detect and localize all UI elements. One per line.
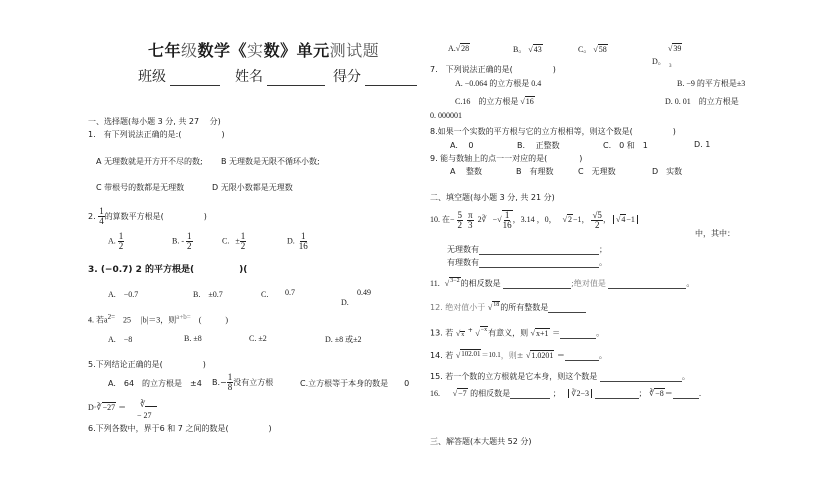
- q7-option-a: A. −0.064 的立方根是 0.4: [455, 79, 542, 88]
- radicand: 102.01: [461, 350, 481, 358]
- q7-option-d: D. 0. 01 的立方根是: [665, 97, 739, 106]
- q1-stem: 1. 有下列说法正确的是:( ): [88, 130, 225, 139]
- class-blank[interactable]: [170, 73, 220, 86]
- q14-text: ，则±: [500, 351, 524, 360]
- punctuation: 。: [599, 258, 607, 267]
- q6-option-b: [513, 44, 543, 55]
- square-root: √x+1: [530, 328, 549, 338]
- option-label: B。: [513, 45, 527, 54]
- q4-text: ( ): [190, 315, 229, 325]
- radicand: 27: [143, 411, 152, 420]
- plus-sign: +: [467, 327, 473, 334]
- square-root: √39: [668, 44, 682, 53]
- radicand: −8: [655, 389, 664, 398]
- minus-sign: −: [492, 214, 498, 224]
- radicand: x: [461, 331, 465, 338]
- radicand: 28: [461, 44, 470, 53]
- q16-number: 16.: [430, 389, 440, 398]
- radicand: 4: [621, 214, 626, 224]
- fraction: [240, 232, 247, 251]
- score-label: 得分: [333, 69, 361, 85]
- radicand: 16: [525, 97, 534, 106]
- q6-option-a: [448, 44, 470, 53]
- punctuation: 。: [596, 328, 605, 338]
- fraction: [457, 211, 464, 230]
- q13: [430, 327, 604, 339]
- q12-blank[interactable]: [548, 302, 586, 313]
- q2-stem-text: 的算数平方根是( ): [104, 212, 207, 221]
- irrational-blank[interactable]: [479, 244, 599, 255]
- option-label: D·: [88, 403, 97, 412]
- q16-blank-2[interactable]: [595, 388, 639, 399]
- radicand: −27: [102, 403, 116, 412]
- equals: ＝: [556, 351, 565, 360]
- q3-option-d-label: D.: [341, 298, 349, 307]
- class-field: [138, 66, 220, 86]
- irrational-label: 无理数有: [447, 245, 479, 254]
- q15-text: 15. 若一个数的立方根就是它本身，则这个数是: [430, 372, 598, 381]
- title-part: 级: [181, 41, 198, 60]
- q1-option-a: A 无理数就是开方开不尽的数;: [96, 157, 203, 166]
- radicand: 43: [533, 45, 542, 54]
- q10-suffix: 中，其中：: [695, 229, 735, 238]
- q11-absolute-blank[interactable]: [608, 278, 686, 289]
- equals: ＝: [552, 328, 561, 338]
- denominator: 2: [187, 241, 192, 251]
- q3-option-d-value: 0.49: [357, 288, 371, 297]
- fraction: [299, 232, 308, 251]
- q10-values: ，3.14 ，0，: [512, 214, 557, 224]
- q13-blank[interactable]: [560, 328, 596, 339]
- square-root: √$^{18}$: [487, 302, 500, 312]
- q7-option-b: B. −9 的平方根是±3: [677, 79, 746, 88]
- option-label: B.−: [212, 378, 227, 387]
- square-root: √43: [528, 45, 542, 54]
- q6-option-d-index: 3: [669, 64, 672, 69]
- title-part: 七年: [148, 41, 182, 60]
- numerator: 1: [118, 231, 124, 241]
- q9-option-d: D 实数: [652, 167, 683, 176]
- q11-text: ;绝对值是: [571, 279, 606, 288]
- option-label: D.: [287, 236, 295, 246]
- square-root: √16: [520, 97, 534, 106]
- q11-opposite-blank[interactable]: [503, 278, 571, 289]
- radicand: 2: [576, 389, 581, 398]
- square-root: √2: [562, 214, 572, 224]
- punctuation: 。: [686, 279, 695, 288]
- punctuation: .: [698, 389, 702, 398]
- punctuation: 。: [598, 351, 607, 360]
- radicand: 18: [493, 302, 500, 308]
- denominator: 16: [502, 220, 512, 230]
- q2-option-c: [222, 232, 246, 251]
- q3-option-c-value: 0.7: [285, 288, 295, 297]
- q5-option-d-rhs-bottom: [137, 411, 152, 420]
- q12: [430, 302, 586, 313]
- exponent: 2=: [107, 313, 116, 321]
- q2-number: 2.: [88, 212, 96, 221]
- q8-option-a: A. 0: [450, 141, 474, 150]
- q16-term: −3: [580, 389, 589, 398]
- square-root: √58: [593, 45, 607, 54]
- cube-root: ∛−8: [649, 389, 664, 398]
- q4-option-c: C. ±2: [249, 334, 267, 343]
- square-root: √−7: [452, 389, 467, 398]
- numerator: π: [468, 209, 473, 220]
- denominator: 16: [298, 241, 308, 251]
- radicand: 3−2: [450, 278, 460, 284]
- q3-stem: 3. (−0.7) 2 的平方根是( )(: [88, 265, 248, 275]
- square-root: √102.01: [455, 350, 481, 360]
- q15-blank[interactable]: [600, 371, 682, 382]
- q8-option-c: C. 0 和 1: [603, 141, 648, 150]
- q5-option-c: C.立方根等于本身的数是 0: [300, 379, 410, 388]
- numerator: 1: [99, 206, 104, 216]
- q2-option-d: [287, 232, 308, 251]
- option-text: 没有立方根: [233, 378, 274, 387]
- q2-option-b: [172, 232, 193, 251]
- q6-stem: 6.下列各数中，界于6 和 7 之间的数是( ): [88, 424, 272, 433]
- score-field: [333, 66, 417, 86]
- q6-option-d-root: [668, 44, 682, 53]
- square-root: √ $\frac{1}{16}$: [497, 210, 512, 230]
- option-label: C.: [222, 236, 230, 246]
- q11-number: 11.: [430, 279, 440, 288]
- punctuation: ；: [599, 245, 607, 254]
- q1-option-b: B 无理数是无限不循环小数;: [221, 157, 320, 166]
- q5-stem: 5.下列结论正确的是( ): [88, 360, 206, 369]
- numerator: √5: [592, 209, 602, 220]
- absolute-value: ∛2−3: [568, 389, 592, 398]
- plus-minus: ±: [235, 236, 240, 246]
- q5-option-a: A. 64 的立方根是 ±4: [108, 379, 202, 388]
- q4-text: 4. 若a: [88, 315, 108, 325]
- section2-heading: 二、填空题(每小题 3 分, 共 21 分): [430, 193, 555, 202]
- radicand: −x: [480, 327, 488, 333]
- q16-blank-1[interactable]: [510, 388, 550, 399]
- radicand: 39: [673, 44, 682, 53]
- absolute-value: [613, 215, 638, 224]
- cube-root-term: 2∛: [477, 214, 487, 224]
- title-part: 实: [247, 41, 264, 60]
- q2-option-a: [108, 232, 124, 251]
- equals: ＝: [664, 389, 673, 398]
- denominator: 2: [594, 219, 600, 230]
- punctuation: 。: [681, 372, 690, 381]
- q10-irrational-line: [447, 244, 607, 255]
- square-root: √$^{-x}$: [475, 327, 488, 338]
- name-label: 姓名: [235, 69, 263, 85]
- fraction: [186, 232, 193, 251]
- class-label: 班级: [138, 69, 166, 85]
- q8-option-d: D. 1: [694, 140, 711, 149]
- q12-text: 的所有整数是: [500, 303, 549, 312]
- numerator: 1: [240, 231, 246, 241]
- fraction: [467, 211, 474, 230]
- q11-text: 的相反数是: [460, 279, 501, 288]
- q10-term: −1，: [572, 214, 590, 224]
- q1-option-c: C 带根号的数都是无理数: [96, 183, 185, 192]
- square-root: √$^{3-2}$: [444, 278, 460, 288]
- denominator: 8: [227, 382, 233, 392]
- numerator: 1: [504, 210, 510, 220]
- q7-option-d-cont: 0. 000001: [430, 111, 462, 120]
- radical-bar: [145, 406, 157, 407]
- q6-option-c: [578, 44, 608, 55]
- q14-equation: ＝10.1: [481, 351, 501, 359]
- q9-option-b: B 有理数: [516, 167, 554, 176]
- q14-blank[interactable]: [565, 350, 599, 361]
- q7-option-c: [455, 96, 535, 107]
- q16-text: 的相反数是: [470, 389, 511, 398]
- q12-text: 12. 绝对值小于: [430, 303, 486, 312]
- radicand: 2: [567, 214, 572, 224]
- q8-option-b: B. 正整数: [517, 141, 560, 150]
- q4-option-a: A. −8: [108, 335, 133, 344]
- numerator: 5: [457, 209, 463, 220]
- q13-text: 有意义，则: [488, 328, 529, 338]
- square-root: √4: [615, 214, 626, 224]
- q14-text: 14. 若: [430, 351, 454, 360]
- q10-rational-line: [447, 257, 607, 268]
- q11: [430, 278, 694, 289]
- radicand: x+1: [536, 328, 549, 338]
- section3-heading: 三、解答题(本大题共 52 分): [430, 437, 532, 446]
- rational-blank[interactable]: [479, 257, 599, 268]
- q5-option-d: [88, 402, 126, 413]
- rational-label: 有理数有: [447, 258, 479, 267]
- q3-option-c-label: C.: [261, 290, 269, 299]
- q5-option-d-rhs: [140, 400, 157, 409]
- q16: [430, 388, 701, 399]
- q9-stem: 9. 能与数轴上的点一一对应的是( ): [430, 154, 583, 163]
- page-title: [148, 38, 379, 61]
- radicand: 1.0201: [531, 351, 554, 360]
- q5-option-b: [212, 373, 273, 392]
- denominator: 3: [468, 219, 473, 230]
- q14: [430, 350, 607, 361]
- punctuation: ；: [638, 389, 647, 398]
- denominator: 2: [118, 241, 124, 251]
- option-label: C。: [578, 45, 592, 54]
- option-label: C.16 的立方根是: [455, 97, 519, 106]
- option-label: A.: [108, 236, 116, 246]
- title-part: 测试题: [329, 41, 380, 60]
- radicand: 58: [598, 45, 607, 54]
- square-root: √1.0201: [525, 351, 554, 360]
- q8-stem: 8.如果一个实数的平方根与它的立方根相等，则这个数是( ): [430, 127, 676, 136]
- punctuation: ；: [552, 389, 561, 398]
- numerator: 1: [227, 372, 233, 382]
- q9-option-a: A 整数: [450, 167, 483, 176]
- cube-root: ∛: [140, 400, 157, 409]
- q10-prefix: 10. 在−: [430, 214, 455, 224]
- square-root: √28: [455, 44, 470, 53]
- option-label: A.: [448, 44, 456, 53]
- q1-option-d: D 无限小数都是无理数: [212, 183, 293, 192]
- title-part: 数》单元: [263, 41, 330, 60]
- denominator: 4: [99, 216, 104, 226]
- q3-option-b: B. ±0.7: [193, 290, 223, 299]
- q10-stem: 10. 在− $\frac{5}{2}$ $\frac{\pi}{3}$ 2∛ −√ $\frac{1}{16}$ ，3.14 ，0， √2−1， $\frac{√5}{2}$ ， √4−1: [430, 210, 638, 230]
- numerator: 1: [187, 231, 192, 241]
- q2-stem: [88, 207, 207, 226]
- square-root: √x: [455, 328, 465, 338]
- q3-option-a: A. −0.7: [108, 290, 139, 299]
- fraction: [591, 211, 602, 230]
- section1-heading: 一、选择题(每小题 3 分, 共 27 分): [88, 117, 221, 126]
- name-blank[interactable]: [267, 73, 325, 86]
- denominator: 2: [457, 219, 463, 230]
- q4-option-b: B. ±8: [184, 334, 202, 343]
- numerator: 1: [301, 231, 306, 241]
- q6-option-d-label: D。: [652, 57, 666, 66]
- equals: ＝: [118, 403, 127, 412]
- q16-blank-3[interactable]: [673, 388, 699, 399]
- q9-option-c: C 无理数: [578, 167, 616, 176]
- q4-stem: [88, 313, 228, 326]
- q4-text: 25 |b|＝3，则: [115, 315, 177, 325]
- q4-option-d: D. ±8 或±2: [325, 335, 362, 344]
- cube-root: ∛−27: [96, 403, 116, 412]
- denominator: 2: [240, 241, 246, 251]
- radicand: −7: [458, 389, 467, 398]
- q7-stem: 7. 下列说法正确的是( ): [430, 65, 556, 74]
- fraction: [118, 232, 125, 251]
- score-blank[interactable]: [365, 73, 417, 86]
- option-label: B. -: [172, 236, 184, 246]
- exponent: a+b=: [176, 313, 191, 321]
- q15: [430, 371, 690, 382]
- q10-term: −1: [626, 214, 635, 224]
- title-part: 数学《: [197, 41, 248, 60]
- minus-sign: −: [137, 411, 142, 420]
- q13-text: 13. 若: [430, 328, 454, 338]
- name-field: [235, 66, 325, 86]
